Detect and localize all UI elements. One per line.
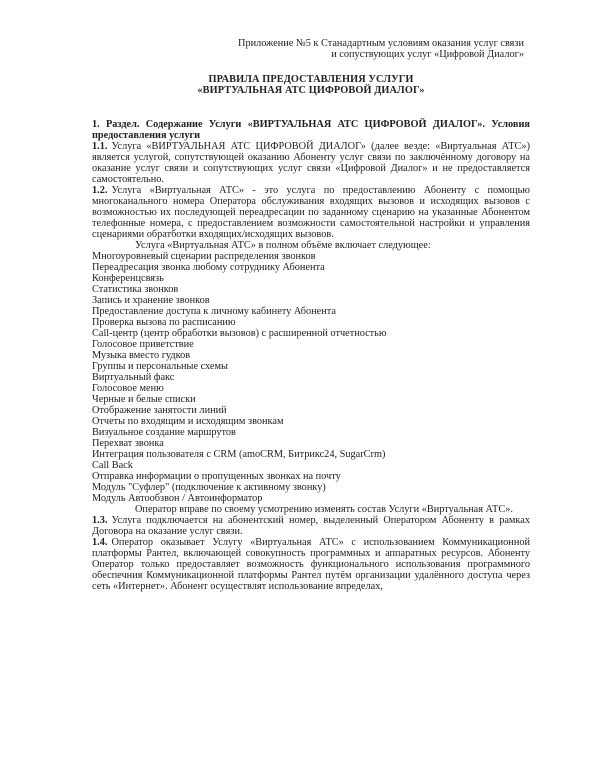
feature-item: Виртуальный факс: [92, 372, 175, 383]
clause-1-3-number: 1.3.: [92, 515, 108, 526]
feature-item: Отчеты по входящим и исходящим звонкам: [92, 416, 284, 427]
clause-1-1-text: Услуга «ВИРТУАЛЬНАЯ АТС ЦИФРОВОЙ ДИАЛОГ» (далее везде: «Виртуальная АТС») является услугой, сопутствующей оказанию Абоненту услуг связи по заключённому договору на оказание услуг связи и сопутствующих услуг связи «Цифровой Диалог» и не предоставляется самостоятельно.: [92, 141, 530, 185]
feature-list: [92, 251, 530, 504]
feature-item: Модуль Автообзвон / Автоинформатор: [92, 493, 263, 504]
feature-item: Конференцсвязь: [92, 273, 164, 284]
clause-1-3-text: Услуга подключается на абонентский номер, выделенный Оператором Абоненту в рамках Договора на оказание услуг связи.: [92, 515, 530, 537]
feature-item: Call Back: [92, 460, 133, 471]
clause-1-3: [92, 515, 530, 537]
clause-1-2: [92, 185, 530, 240]
feature-item: Черные и белые списки: [92, 394, 196, 405]
appendix-note: [92, 38, 524, 60]
feature-item: Предоставление доступа к личному кабинету Абонента: [92, 306, 336, 317]
clause-1-2-number: 1.2.: [92, 185, 108, 196]
appendix-note-line2: и сопуствующих услуг «Цифровой Диалог»: [331, 49, 524, 60]
feature-item: Голосовое меню: [92, 383, 164, 394]
clause-1-4: [92, 537, 530, 592]
feature-item: Запись и хранение звонков: [92, 295, 210, 306]
feature-item: Переадресация звонка любому сотруднику Абонента: [92, 262, 325, 273]
clause-1-1-number: 1.1.: [92, 141, 108, 152]
appendix-note-line1: Приложение №5 к Станадартным условиям оказания услуг связи: [238, 38, 524, 49]
feature-item: Проверка вызова по расписанию: [92, 317, 236, 328]
document-title-line2: «ВИРТУАЛЬНАЯ АТС ЦИФРОВОЙ ДИАЛОГ»: [197, 85, 425, 96]
feature-item: Модуль "Суфлер" (подключение к активному звонку): [92, 482, 326, 493]
clause-1-1: [92, 141, 530, 185]
feature-item: Визуальное создание маршрутов: [92, 427, 236, 438]
feature-item: Перехват звонка: [92, 438, 164, 449]
clause-1-4-text: Оператор оказывает Услугу «Виртуальная АТС» с использованием Коммуникационной платформы Рантел, включающей совокупность программных и аппаратных ресурсов. Абоненту Оператор только предоставляет возможность функционального использования программного обеспечния Коммуникационной платформы Рантел путём организации удалённого доступа через сеть «Интернет». Абонент осуществлят использование впределах,: [92, 537, 530, 592]
feature-item: Интеграция пользователя с CRM (amoCRM, Битрикс24, SugarCrm): [92, 449, 386, 460]
feature-item: Группы и персональные схемы: [92, 361, 228, 372]
clause-1-4-number: 1.4.: [92, 537, 108, 548]
feature-item: Музыка вместо гудков: [92, 350, 191, 361]
operator-note: Оператор вправе по своему усмотрению изменять состав Услуги «Виртуальная АТС».: [135, 504, 513, 515]
feature-item: Отображение занятости линий: [92, 405, 227, 416]
feature-item: Голосовое приветствие: [92, 339, 194, 350]
feature-item: Отправка информации о пропущенных звонках на почту: [92, 471, 341, 482]
section-1-heading: 1. Раздел. Содержание Услуги «ВИРТУАЛЬНАЯ АТС ЦИФРОВОЙ ДИАЛОГ». Условия предоставления услуги: [92, 119, 530, 141]
document-title: [92, 74, 530, 96]
feature-item: Call-центр (центр обработки вызовов) с расширенной отчетностью: [92, 328, 387, 339]
feature-item: Многоуровневый сценарии распределения звонков: [92, 251, 316, 262]
features-intro: Услуга «Виртуальная АТС» в полном объёме включает следующее:: [135, 240, 431, 251]
clause-1-2-text: Услуга «Виртуальная АТС» - это услуга по предоставлению Абоненту с помощью многоканального номера Оператора обслуживания входящих вызовов и исходящих вызовов с возможностью их последующей переадресации по заданному сценарию на указанные Абонентом телефонные номера, с предоставлением возможности самостоятельной настройки и управления сценариями обратботки входящих/исходящих вызовов.: [92, 185, 530, 240]
document-title-line1: ПРАВИЛА ПРЕДОСТАВЛЕНИЯ УСЛУГИ: [208, 74, 414, 85]
feature-item: Статистика звонков: [92, 284, 179, 295]
